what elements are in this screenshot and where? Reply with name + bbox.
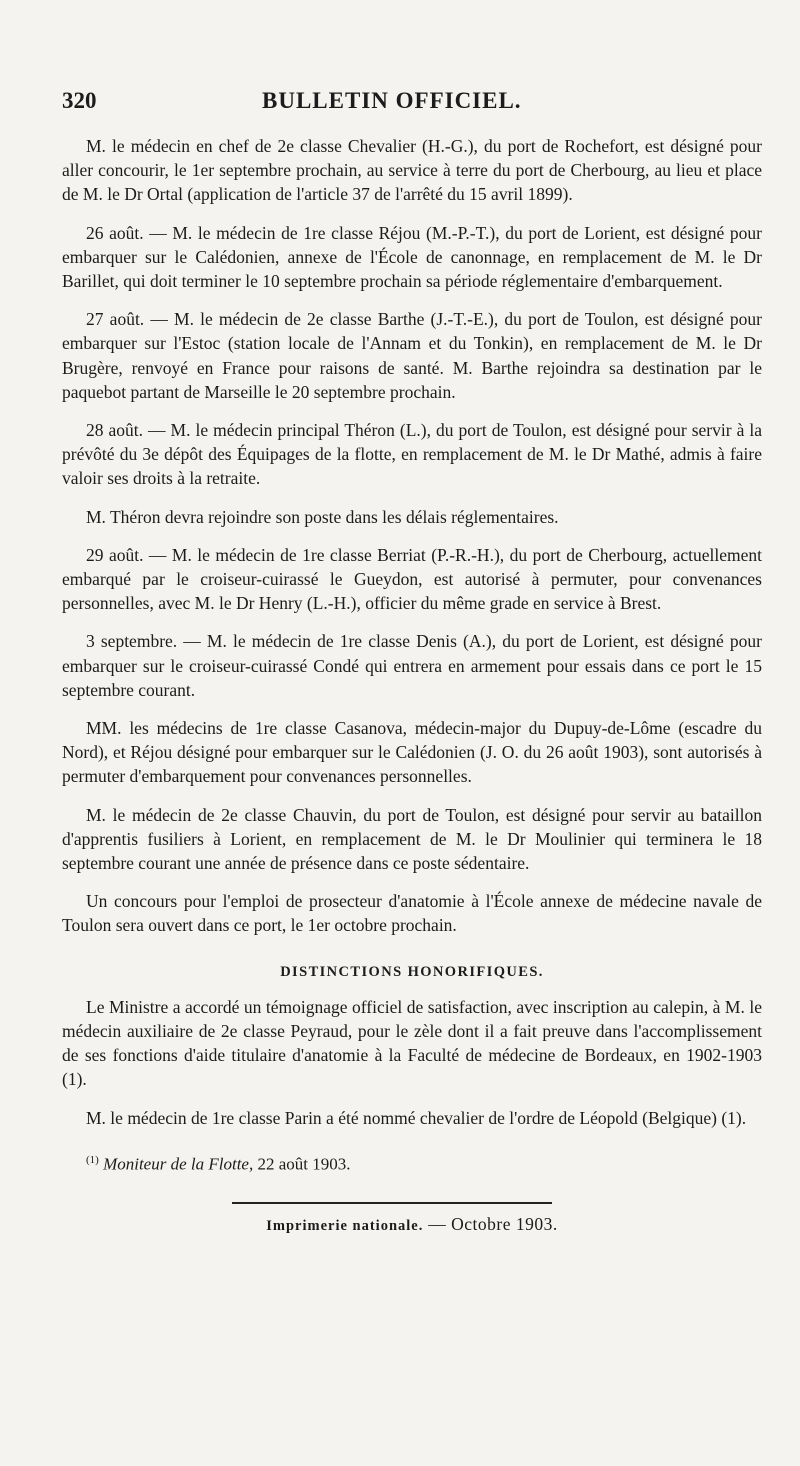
imprint-name: Imprimerie nationale.	[266, 1218, 424, 1235]
section-heading: DISTINCTIONS HONORIFIQUES.	[280, 963, 544, 980]
paragraph: M. Théron devra rejoindre son poste dans les délais réglementaires.	[86, 506, 559, 527]
paragraph: 26 août. — M. le médecin de 1re classe Réjou (M.-P.-T.), du port de Lorient, est désigné pour embarquer sur le Calédonien, annexe de l'École de canonnage, en remplacement de M. le Dr Barillet, qui doit terminer le 10 septembre prochain sa période réglementaire d'embarquement.	[62, 222, 762, 292]
running-title: BULLETIN OFFICIEL.	[262, 88, 522, 113]
paragraph: 29 août. — M. le médecin de 1re classe Berriat (P.-R.-H.), du port de Cherbourg, actuellement embarqué par le croiseur-cuirassé le Gueydon, est autorisé à permuter, pour convenances personnelles, avec M. le Dr Henry (L.-H.), officier du même grade en service à Brest.	[62, 544, 762, 614]
paragraph: M. le médecin de 2e classe Chauvin, du port de Toulon, est désigné pour servir au bataillon d'apprentis fusiliers à Lorient, en remplacement de M. le Dr Moulinier qui terminera le 18 septembre courant une année de présence dans ce poste sédentaire.	[62, 804, 762, 874]
paragraph: 27 août. — M. le médecin de 2e classe Barthe (J.-T.-E.), du port de Toulon, est désigné pour embarquer sur l'Estoc (station locale de l'Annam et du Tonkin), en remplacement de M. le Dr Brugère, renvoyé en France pour raisons de santé. M. Barthe rejoindra sa destination par le paquebot partant de Marseille le 20 septembre prochain.	[62, 309, 762, 402]
paragraph: M. le médecin en chef de 2e classe Chevalier (H.-G.), du port de Rochefort, est désigné pour aller concourir, le 1er septembre prochain, au service à terre du port de Cherbourg, au lieu et place de M. le Dr Ortal (application de l'article 37 de l'arrêté du 15 avril 1899).	[62, 136, 762, 205]
page-number: 320	[62, 88, 97, 113]
footnote	[62, 1148, 762, 1177]
paragraph: 28 août. — M. le médecin principal Théron (L.), du port de Toulon, est désigné pour servir à la prévôté du 3e dépôt des Équipages de la flotte, en remplacement de M. le Dr Mathé, admis à faire valoir ses droits à la retraite.	[62, 420, 762, 489]
footnote-source: Moniteur de la Flotte,	[103, 1154, 254, 1174]
footnote-mark: (1)	[86, 1153, 99, 1166]
section-paragraph: M. le médecin de 1re classe Parin a été nommé chevalier de l'ordre de Léopold (Belgique) (1).	[86, 1107, 747, 1128]
document-page	[62, 88, 762, 1235]
footnote-date: 22 août 1903.	[257, 1154, 351, 1174]
imprint-date: — Octobre 1903.	[428, 1214, 558, 1235]
imprint-rule	[232, 1202, 552, 1204]
paragraph: 3 septembre. — M. le médecin de 1re classe Denis (A.), du port de Lorient, est désigné pour embarquer sur le croiseur-cuirassé Condé qui entrera en armement pour essais dans ce port le 15 septembre courant.	[62, 631, 762, 700]
imprint	[62, 1214, 762, 1235]
paragraph: Un concours pour l'emploi de prosecteur d'anatomie à l'École annexe de médecine navale de Toulon sera ouvert dans ce port, le 1er octobre prochain.	[62, 891, 762, 936]
section-paragraph: Le Ministre a accordé un témoignage officiel de satisfaction, avec inscription au calepin, à M. le médecin auxiliaire de 2e classe Peyraud, pour le zèle dont il a fait preuve dans l'accomplissement de ses fonctions d'aide titulaire d'anatomie à la Faculté de médecine de Bordeaux, en 1902-1903 (1).	[62, 996, 762, 1090]
page-header	[62, 88, 762, 114]
paragraph: MM. les médecins de 1re classe Casanova, médecin-major du Dupuy-de-Lôme (escadre du Nord), et Réjou désigné pour embarquer sur le Calédonien (J. O. du 26 août 1903), sont autorisés à permuter d'embarquement pour convenances personnelles.	[62, 718, 762, 787]
